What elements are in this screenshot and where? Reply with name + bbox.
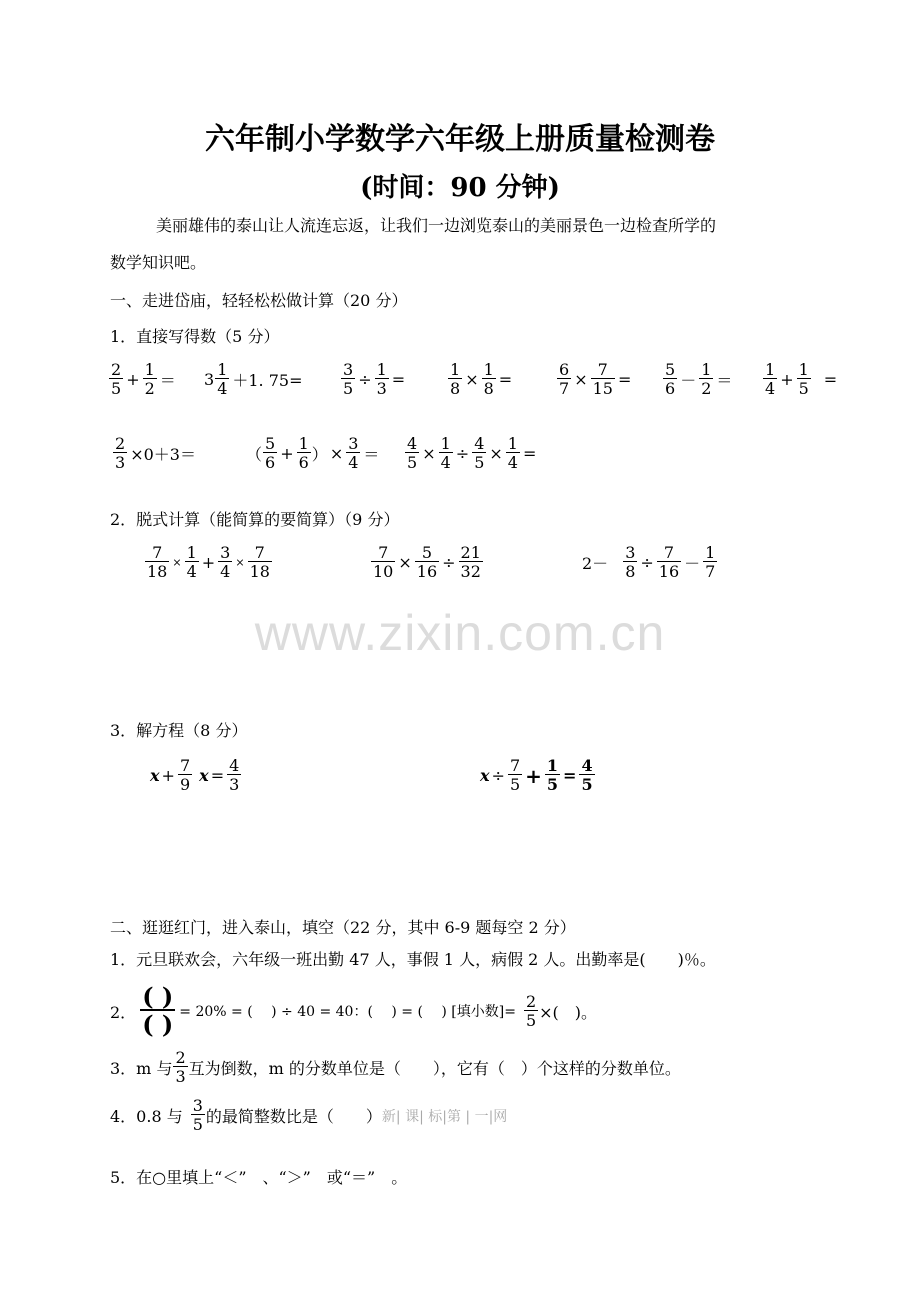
calc-item-4: $\frac{1}{8}$ × $\frac{1}{8}$ = [450,360,513,398]
step-calc-3: 2－ $\frac{3}{8}$ ÷ $\frac{7}{16}$ － $\frac{1}{7}$ [582,543,716,581]
fraction: $\frac{1}{2}$ [701,360,712,398]
fraction: $\frac{2}{3}$ [175,1048,186,1086]
faint-watermark-text: 新| 课| 标|第 | 一|网 [381,1108,508,1125]
fraction: $\frac{1}{3}$ [376,360,387,398]
watermark: www.zixin.com.cn [254,605,666,661]
calc-item-10: $\frac{4}{5}$ × $\frac{1}{4}$ ÷ $\frac{4}{5}$ × $\frac{1}{4}$ = [407,434,537,472]
fraction: $\frac{1}{2}$ [144,360,155,398]
fraction: $\frac{3}{5}$ [192,1096,203,1134]
fill-question-1: 1．元旦联欢会，六年级一班出勤 47 人，事假 1 人，病假 2 人。出勤率是( )％。 [110,950,716,969]
fraction: $\frac{7}{5}$ [509,756,521,794]
fraction: $\frac{1}{8}$ [483,360,494,398]
fraction: $\frac{1}{5}$ [798,360,809,398]
fraction: $\frac{3}{4}$ [220,543,231,581]
fill-question-2: 2． $\frac{( )}{( )}$ = 20% = ( ) ÷ 40 = 40：( ) = ( ) [填小数]= $\frac{2}{5}$ ×( )。 [110,982,598,1039]
fraction: $\frac{6}{7}$ [559,360,570,398]
fraction: $\frac{2}{5}$ [111,360,122,398]
fraction: $\frac{1}{4}$ [217,360,228,398]
fraction: $\frac{7}{15}$ [592,360,613,398]
fraction: $\frac{2}{3}$ [115,434,126,472]
calc-item-3: $\frac{3}{5}$ ÷ $\frac{1}{3}$ = [343,360,406,398]
question-1-heading: 1．直接写得数（5 分） [110,327,280,346]
fraction: $\frac{4}{3}$ [229,756,240,794]
fraction: $\frac{7}{18}$ [249,543,270,581]
fraction: $\frac{3}{4}$ [348,434,359,472]
fraction: $\frac{4}{5}$ [581,756,593,794]
exam-duration: (时间：90 分钟) [360,173,560,203]
page-title: 六年制小学数学六年级上册质量检测卷 [205,122,715,157]
fraction: $\frac{4}{5}$ [407,434,418,472]
fraction: $\frac{1}{4}$ [765,360,776,398]
intro-text-cont: 数学知识吧。 [110,253,207,272]
fraction: $\frac{7}{16}$ [658,543,680,581]
calc-item-6: $\frac{5}{6}$ － $\frac{1}{2}$ ＝ [665,360,733,398]
fraction: $\frac{1}{6}$ [298,434,309,472]
fill-question-5: 5．在○里填上“＜” 、“＞” 或“＝” 。 [110,1168,408,1187]
fraction: $\frac{4}{5}$ [474,434,485,472]
calc-item-2: 3 $\frac{1}{4}$ ＋1. 75= [204,360,303,398]
section-1-heading: 一、走进岱庙，轻轻松松做计算（20 分） [110,291,408,310]
fraction: $\frac{3}{8}$ [625,543,636,581]
fraction: $\frac{1}{8}$ [450,360,461,398]
fraction: $\frac{7}{10}$ [373,543,394,581]
calc-item-1: $\frac{2}{5}$ + $\frac{1}{2}$ ＝ [111,360,176,398]
intro-text: 美丽雄伟的泰山让人流连忘返，让我们一边浏览泰山的美丽景色一边检查所学的 [156,216,717,235]
calc-item-5: $\frac{6}{7}$ × $\frac{7}{15}$ = [559,360,632,398]
equation-2: x ÷ $\frac{7}{5}$ + $\frac{1}{5}$ = $\frac{4}{5}$ [480,756,593,794]
blank-fraction: $\frac{( )}{( )}$ [142,982,174,1039]
step-calc-2: $\frac{7}{10}$ × $\frac{5}{16}$ ÷ $\frac{21}{32}$ [373,543,481,581]
question-3-heading: 3．解方程（8 分） [110,721,248,740]
fraction: $\frac{1}{7}$ [705,543,716,581]
fraction: $\frac{2}{5}$ [525,991,537,1030]
fraction: $\frac{7}{9}$ [179,756,191,794]
step-calc-1: $\frac{7}{18}$ × $\frac{1}{4}$ + $\frac{3}{4}$ × $\frac{7}{18}$ [147,543,270,581]
fraction: $\frac{1}{4}$ [440,434,451,472]
fraction: $\frac{5}{6}$ [265,434,276,472]
question-2-heading: 2．脱式计算（能简算的要简算）（9 分） [110,510,400,529]
fraction: $\frac{7}{18}$ [147,543,168,581]
fraction: $\frac{1}{5}$ [546,756,559,794]
fraction: $\frac{21}{32}$ [460,543,481,581]
equation-1: x + $\frac{7}{9}$ x = $\frac{4}{3}$ [150,756,240,794]
fraction: $\frac{3}{5}$ [343,360,354,398]
fraction: $\frac{1}{4}$ [186,543,197,581]
calc-item-9: （ $\frac{5}{6}$ + $\frac{1}{6}$ ） × $\frac{3}{4}$ ＝ [246,434,380,472]
fraction: $\frac{5}{6}$ [665,360,676,398]
calc-item-7: $\frac{1}{4}$ + $\frac{1}{5}$ = [765,360,838,398]
fraction: $\frac{5}{16}$ [416,543,438,581]
fill-question-4: 4．0.8 与 $\frac{3}{5}$ 的最简整数比是（ ） 新| 课| 标|第 | 一|网 [110,1096,508,1134]
section-2-heading: 二、逛逛红门，进入泰山，填空（22 分，其中 6-9 题每空 2 分） [110,918,576,937]
fill-question-3: 3．m 与 $\frac{2}{3}$ 互为倒数，m 的分数单位是（ ），它有（ ）个这样的分数单位。 [110,1048,681,1086]
calc-item-8: $\frac{2}{3}$ ×0＋3＝ [115,434,196,472]
fraction: $\frac{1}{4}$ [507,434,518,472]
